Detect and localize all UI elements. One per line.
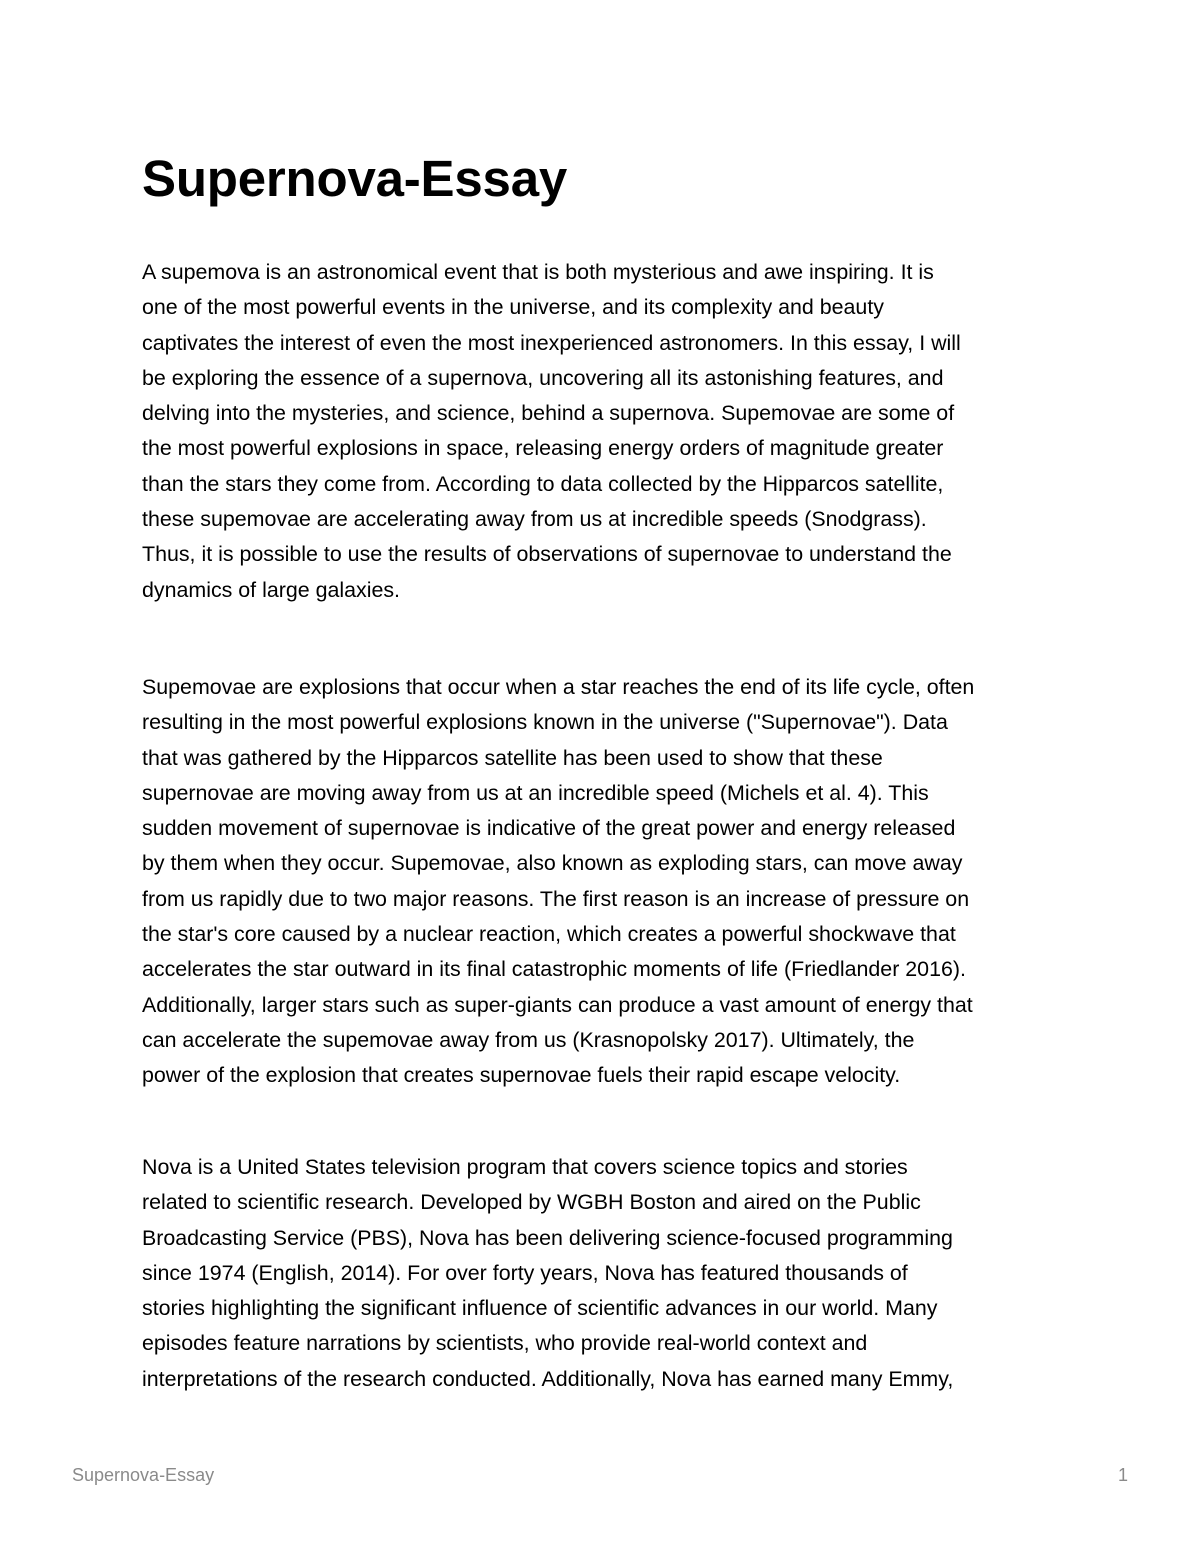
- paragraph-1: [142, 255, 1062, 608]
- paragraph-line: Broadcasting Service (PBS), Nova has been delivering science-focused programming: [142, 1225, 953, 1250]
- paragraph-line: interpretations of the research conducted. Additionally, Nova has earned many Emmy,: [142, 1366, 954, 1391]
- paragraph-line: Nova is a United States television program that covers science topics and stories: [142, 1155, 908, 1179]
- paragraph-2: [142, 670, 1062, 1094]
- paragraph-line: dynamics of large galaxies.: [142, 577, 401, 602]
- paragraph-line: delving into the mysteries, and science, behind a supernova. Supemovae are some of: [142, 401, 955, 426]
- paragraph-line: accelerates the star outward in its final catastrophic moments of life (Friedlander 2016).: [142, 957, 966, 982]
- paragraph-line: A supemova is an astronomical event that is both mysterious and awe inspiring. It is: [142, 260, 934, 284]
- paragraph-line: power of the explosion that creates supernovae fuels their rapid escape velocity.: [142, 1063, 901, 1088]
- paragraph-line: supernovae are moving away from us at an incredible speed (Michels et al. 4). This: [142, 780, 929, 805]
- paragraph-line: the most powerful explosions in space, releasing energy orders of magnitude greater: [142, 436, 944, 461]
- paragraph-line: Thus, it is possible to use the results of observations of supernovae to understand the: [142, 542, 952, 567]
- paragraph-line: than the stars they come from. According to data collected by the Hipparcos satellite,: [142, 471, 944, 496]
- paragraph-line: episodes feature narrations by scientists, who provide real-world context and: [142, 1331, 868, 1356]
- paragraph-line: from us rapidly due to two major reasons. The first reason is an increase of pressure on: [142, 886, 970, 911]
- paragraph-line: Additionally, larger stars such as super-giants can produce a vast amount of energy that: [142, 992, 973, 1017]
- paragraph-line: these supemovae are accelerating away from us at incredible speeds (Snodgrass).: [142, 507, 927, 532]
- paragraph-line: be exploring the essence of a supernova, uncovering all its astonishing features, and: [142, 365, 944, 390]
- paragraph-line: captivates the interest of even the most inexperienced astronomers. In this essay, I will: [142, 330, 961, 355]
- paragraph-line: one of the most powerful events in the universe, and its complexity and beauty: [142, 295, 884, 320]
- paragraph-3: [142, 1150, 1062, 1397]
- paragraph-line: Supemovae are explosions that occur when a star reaches the end of its life cycle, often: [142, 675, 975, 699]
- page-title: Supernova-Essay: [142, 150, 568, 207]
- paragraph-line: sudden movement of supernovae is indicative of the great power and energy released: [142, 816, 956, 841]
- footer-page-number: 1: [1118, 1465, 1129, 1485]
- paragraph-line: related to scientific research. Developed by WGBH Boston and aired on the Public: [142, 1190, 921, 1215]
- paragraph-line: that was gathered by the Hipparcos satellite has been used to show that these: [142, 745, 883, 770]
- footer-document-title: Supernova-Essay: [72, 1465, 215, 1485]
- paragraph-line: resulting in the most powerful explosions known in the universe ("Supernovae"). Data: [142, 710, 948, 735]
- paragraph-line: by them when they occur. Supemovae, also known as exploding stars, can move away: [142, 851, 963, 876]
- paragraph-line: since 1974 (English, 2014). For over forty years, Nova has featured thousands of: [142, 1260, 908, 1285]
- paragraph-line: stories highlighting the significant influence of scientific advances in our world. Many: [142, 1296, 938, 1321]
- paragraph-line: can accelerate the supemovae away from us (Krasnopolsky 2017). Ultimately, the: [142, 1027, 915, 1052]
- paragraph-line: the star's core caused by a nuclear reaction, which creates a powerful shockwave that: [142, 922, 956, 947]
